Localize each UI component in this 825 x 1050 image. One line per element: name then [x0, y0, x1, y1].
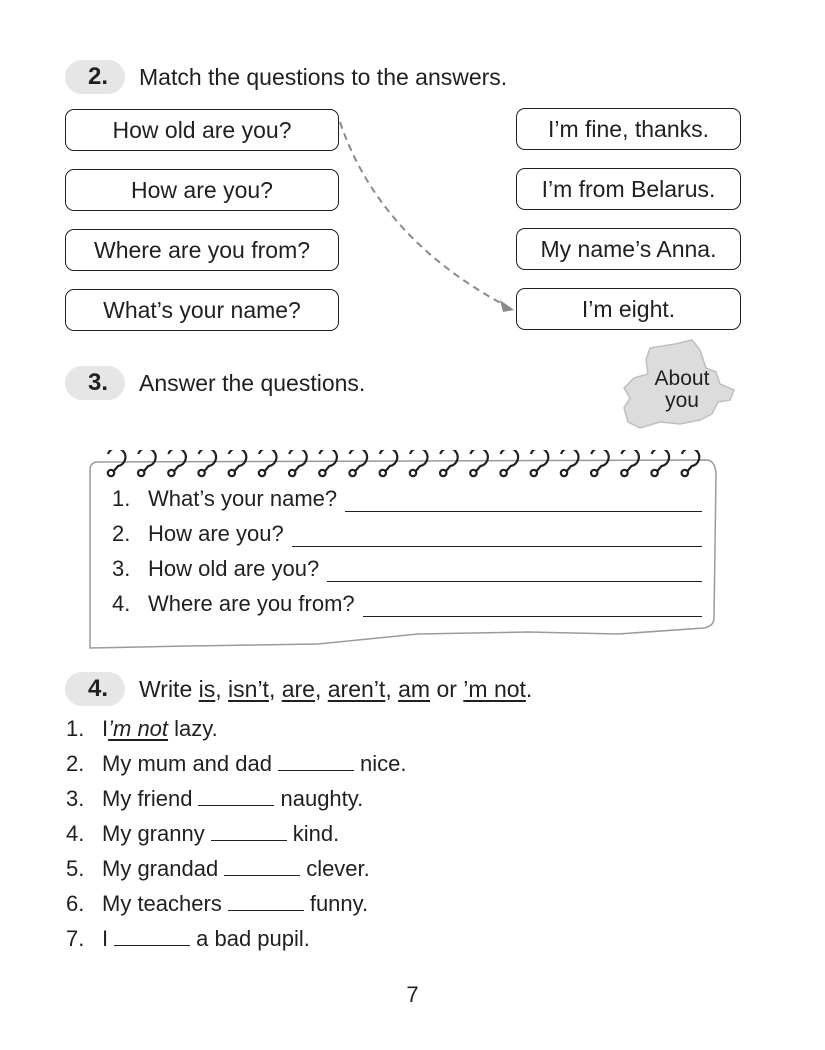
sentence-item	[66, 751, 406, 777]
arrow-line	[340, 122, 510, 308]
exercise-number-badge: 2.	[65, 60, 125, 94]
question-box[interactable]: What’s your name?	[65, 289, 339, 331]
sentence-item	[66, 821, 339, 847]
item-number: 5.	[66, 856, 85, 881]
exercise-number-badge: 4.	[65, 672, 125, 706]
sentence-start: My granny	[102, 821, 205, 846]
separator: ,	[215, 675, 222, 702]
sentence-item	[66, 856, 370, 882]
word-option: am	[398, 675, 431, 702]
sentence-start: I	[102, 926, 109, 951]
exercise-number-badge: 3.	[65, 366, 125, 400]
example-answer: ’m not	[108, 716, 169, 741]
answer-blank[interactable]	[198, 791, 274, 806]
answer-blank[interactable]	[278, 756, 354, 771]
question-box[interactable]: Where are you from?	[65, 229, 339, 271]
sentence-end: clever.	[306, 856, 370, 881]
sticker-line: About	[654, 367, 710, 390]
exercise-2-header	[65, 60, 507, 94]
answer-blank[interactable]	[292, 528, 702, 547]
question-box[interactable]: How are you?	[65, 169, 339, 211]
exercise-title	[139, 676, 532, 703]
answer-box[interactable]: I’m eight.	[516, 288, 741, 330]
item-number: 4.	[112, 591, 131, 616]
title-prefix: Write	[139, 675, 193, 702]
sentence-item	[66, 926, 310, 952]
sentence-item	[66, 786, 363, 812]
sentence-start: My friend	[102, 786, 193, 811]
sentence-start: My teachers	[102, 891, 222, 916]
answer-blank[interactable]	[345, 493, 702, 512]
page-number: 7	[406, 982, 419, 1007]
word-option: ’m not	[463, 675, 526, 702]
notebook-frame	[88, 450, 718, 650]
word-option: aren’t	[327, 675, 386, 702]
sentence-end: nice.	[359, 751, 407, 776]
separator: ,	[385, 675, 392, 702]
word-option: isn’t	[228, 675, 269, 702]
word-option: are	[281, 675, 315, 702]
item-number: 6.	[66, 891, 85, 916]
exercise-title: Match the questions to the answers.	[139, 63, 508, 90]
exercise-title: Answer the questions.	[139, 369, 366, 396]
arrow-head-icon	[500, 300, 514, 312]
sentence-end: naughty.	[280, 786, 364, 811]
item-number: 3.	[66, 786, 85, 811]
sentence-item	[66, 716, 218, 742]
item-number: 7.	[66, 926, 85, 951]
question-text: What’s your name?	[148, 486, 338, 511]
sentence-end: a bad pupil.	[196, 926, 310, 951]
answer-line	[112, 591, 702, 617]
word-option: is	[198, 675, 216, 702]
answer-line	[112, 556, 702, 582]
answer-blank[interactable]	[228, 896, 304, 911]
about-you-sticker	[640, 368, 724, 412]
sentence-start: My mum and dad	[102, 751, 272, 776]
separator: ,	[314, 675, 322, 702]
answer-line	[112, 521, 702, 547]
sentence-start: My grandad	[102, 856, 219, 881]
answer-box[interactable]: I’m from Belarus.	[516, 168, 741, 210]
sentence-start: I	[102, 716, 109, 741]
answer-blank[interactable]	[363, 598, 702, 617]
answer-blank[interactable]	[327, 563, 702, 582]
question-text: How are you?	[148, 521, 284, 546]
item-number: 3.	[112, 556, 131, 581]
item-number: 1.	[66, 716, 85, 741]
answer-line	[112, 486, 702, 512]
answer-blank[interactable]	[211, 826, 287, 841]
sentence-end: kind.	[292, 821, 340, 846]
question-box[interactable]: How old are you?	[65, 109, 339, 151]
or-text: or	[436, 675, 457, 702]
item-number: 2.	[66, 751, 85, 776]
item-number: 1.	[112, 486, 131, 511]
separator: ,	[268, 675, 276, 702]
answer-blank[interactable]	[114, 931, 190, 946]
question-text: Where are you from?	[148, 591, 355, 616]
question-text: How old are you?	[148, 556, 320, 581]
answer-blank[interactable]	[224, 861, 300, 876]
item-number: 4.	[66, 821, 85, 846]
sentence-item	[66, 891, 368, 917]
answer-box[interactable]: My name’s Anna.	[516, 228, 741, 270]
item-number: 2.	[112, 521, 131, 546]
exercise-4-header	[65, 672, 532, 706]
sticker-line: you	[665, 389, 699, 412]
period: .	[525, 675, 533, 702]
sentence-end: lazy.	[174, 716, 218, 741]
exercise-3-header	[65, 366, 365, 400]
answer-box[interactable]: I’m fine, thanks.	[516, 108, 741, 150]
sentence-end: funny.	[309, 891, 369, 916]
